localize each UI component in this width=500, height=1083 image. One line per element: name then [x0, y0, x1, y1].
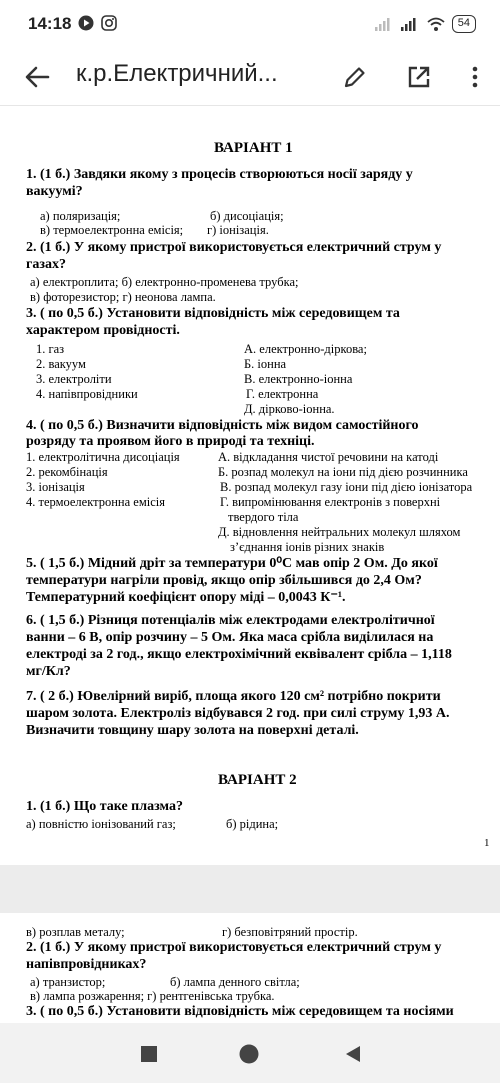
p2-q1-option-c: в) розплав металу;	[26, 925, 125, 939]
signal-strong-icon	[400, 16, 420, 32]
q1-option-b: б) дисоціація;	[210, 209, 284, 223]
q3-right-item: А. електронно-діркова;	[244, 342, 367, 356]
page-number: 1	[484, 837, 490, 849]
document-title: к.р.Електричний...	[76, 60, 278, 87]
q6-text-cont: мг/Кл?	[26, 664, 71, 679]
variant-1-heading: ВАРІАНТ 1	[214, 140, 293, 156]
q3-text-cont: характером провідності.	[26, 323, 180, 338]
p2-q2-text-cont: напівпровідниках?	[26, 957, 147, 972]
q5-text: 5. ( 1,5 б.) Мідний дріт за температури 0⁰С мав опір 2 Ом. До якої	[26, 556, 438, 571]
p2-q2-options-cd: в) лампа розжарення; г) рентгенівська трубка.	[30, 989, 275, 1003]
q6-text-cont: ванни – 6 В, опір розчину – 5 Ом. Яка маса срібла виділилася на	[26, 630, 434, 645]
q4-text: 4. ( по 0,5 б.) Визначити відповідність між видом самостійного	[26, 418, 419, 433]
q4-right-item: Д. відновлення нейтральних молекул шляхом	[218, 525, 461, 539]
q2-options-row2: в) фоторезистор; г) неонова лампа.	[30, 290, 216, 304]
v2-q1-text: 1. (1 б.) Що таке плазма?	[26, 799, 183, 814]
q1-option-d: г) іонізація.	[207, 223, 269, 237]
q2-text: 2. (1 б.) У якому пристрої використовується електричний струм у	[26, 240, 442, 255]
q4-right-item: В. розпад молекул газу іони під дією іонізатора	[220, 480, 473, 494]
q1-text: 1. (1 б.) Завдяки якому з процесів створюються носії заряду у	[26, 167, 413, 182]
q2-text-cont: газах?	[26, 257, 66, 272]
q4-right-item: Г. випромінювання електронів з поверхні	[220, 495, 441, 509]
q6-text: 6. ( 1,5 б.) Різниця потенціалів між електродами електролітичної	[26, 613, 435, 628]
q3-text: 3. ( по 0,5 б.) Установити відповідність між середовищем та	[26, 306, 400, 321]
q1-option-a: а) поляризація;	[40, 209, 121, 223]
q4-right-item: твердого тіла	[228, 510, 299, 524]
q5-text-cont: Температурний коефіцієнт опору міді – 0,0043 К⁻¹.	[26, 590, 346, 605]
variant-2-heading: ВАРІАНТ 2	[218, 772, 297, 788]
q4-right-item: А. відкладання чистої речовини на катоді	[218, 450, 439, 464]
signal-weak-icon	[374, 16, 394, 32]
q4-text-cont: розряду та проявом його в природі та техніці.	[26, 434, 315, 449]
q7-text-cont: шаром золота. Електроліз відбувався 2 год. при силі струму 1,93 А.	[26, 706, 450, 721]
wifi-icon	[426, 16, 446, 32]
q3-right-item: Г. електронна	[246, 387, 319, 401]
page-separator	[0, 865, 500, 913]
q3-right-item: В. електронно-іонна	[244, 372, 353, 386]
q4-left-item: 3. іонізація	[26, 480, 85, 494]
q7-text-cont: Визначити товщину шару золота на поверхні деталі.	[26, 723, 359, 738]
status-time: 14:18	[28, 14, 72, 33]
q3-right-item: Д. дірково-іонна.	[244, 402, 335, 416]
home-icon[interactable]	[238, 1043, 260, 1065]
instagram-notification-icon	[101, 15, 117, 31]
q6-text-cont: електроді за 2 год., якщо електрохімічний еквівалент срібла – 1,118	[26, 647, 452, 662]
q3-left-item: 1. газ	[36, 342, 65, 356]
recent-apps-icon[interactable]	[138, 1043, 160, 1065]
p2-q2-text: 2. (1 б.) У якому пристрої використовується електричний струм у	[26, 940, 442, 955]
q3-right-item: Б. іонна	[244, 357, 287, 371]
q4-left-item: 2. рекомбінація	[26, 465, 108, 479]
back-arrow-icon[interactable]	[22, 62, 52, 92]
q3-left-item: 2. вакуум	[36, 357, 86, 371]
p2-q3-text: 3. ( по 0,5 б.) Установити відповідність між середовищем та носіями	[26, 1004, 454, 1019]
status-bar	[0, 0, 500, 50]
back-nav-icon[interactable]	[342, 1043, 364, 1065]
p2-q2-option-b: б) лампа денного світла;	[170, 975, 300, 989]
v2-q1-option-a: а) повністю іонізований газ;	[26, 817, 176, 831]
battery-icon: 54	[452, 15, 476, 33]
q1-option-c: в) термоелектронна емісія;	[40, 223, 184, 237]
p2-q1-option-d: г) безповітряний простір.	[222, 925, 358, 939]
play-notification-icon	[78, 15, 94, 31]
q3-left-item: 3. електроліти	[36, 372, 112, 386]
q5-text-cont: температури нагріли провід, якщо опір збільшився до 2,4 Ом?	[26, 573, 422, 588]
q2-options-row1: а) електроплита; б) електронно-променева трубка;	[30, 275, 299, 289]
q3-left-item: 4. напівпровідники	[36, 387, 138, 401]
q4-right-item: з’єднання іонів різних знаків	[230, 540, 385, 554]
q4-left-item: 1. електролітична дисоціація	[26, 450, 180, 464]
app-bar	[0, 50, 500, 106]
q4-right-item: Б. розпад молекул на іони під дією розчинника	[218, 465, 468, 479]
edit-pencil-icon[interactable]	[340, 62, 370, 92]
open-external-icon[interactable]	[404, 62, 434, 92]
document-page-2	[0, 913, 500, 1023]
q4-left-item: 4. термоелектронна емісія	[26, 495, 165, 509]
q7-text: 7. ( 2 б.) Ювелірний виріб, площа якого 120 см² потрібно покрити	[26, 689, 441, 704]
v2-q1-option-b: б) рідина;	[226, 817, 279, 831]
status-right-group	[374, 14, 476, 34]
p2-q2-option-a: а) транзистор;	[30, 975, 106, 989]
q1-text-cont: вакуумі?	[26, 184, 83, 199]
system-nav-bar	[0, 1023, 500, 1083]
document-page-1	[0, 107, 500, 865]
more-options-icon[interactable]	[460, 62, 490, 92]
